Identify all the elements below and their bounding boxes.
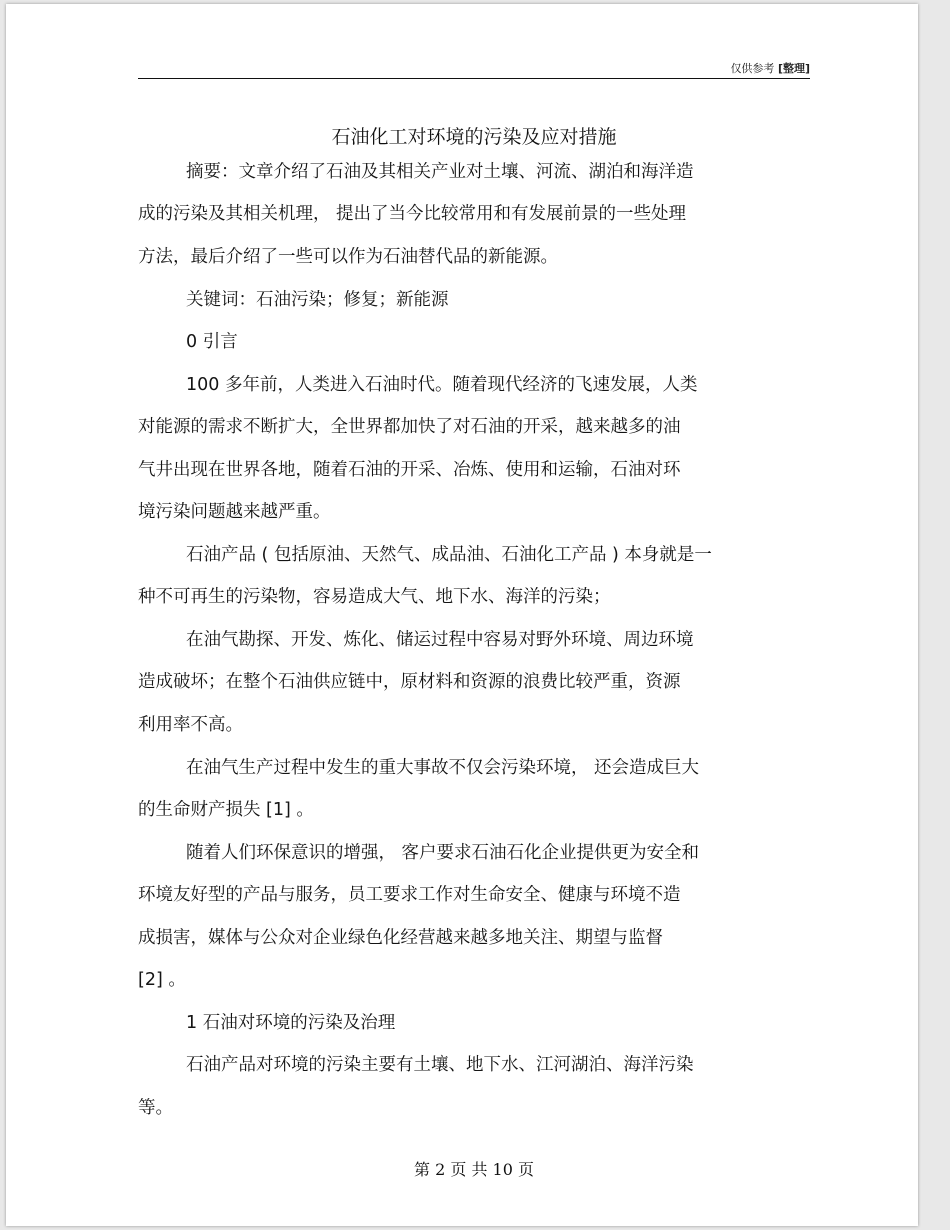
body-line: 方法，最后介绍了一些可以作为石油替代品的新能源。 bbox=[138, 247, 558, 267]
body-line: [2] 。 bbox=[138, 970, 186, 990]
body-line: 摘要：文章介绍了石油及其相关产业对土壤、河流、湖泊和海洋造 bbox=[186, 162, 694, 182]
header-text: 仅供参考 bbox=[730, 62, 775, 75]
body-line: 种不可再生的污染物，容易造成大气、地下水、海洋的污染； bbox=[138, 587, 611, 607]
body-line: 境污染问题越来越严重。 bbox=[138, 502, 331, 522]
page-footer: 第 2 页 共 10 页 bbox=[414, 1160, 534, 1179]
body-line: 等。 bbox=[138, 1098, 173, 1118]
body-line: 成损害，媒体与公众对企业绿色化经营越来越多地关注、期望与监督 bbox=[138, 928, 663, 948]
body-line: 关键词：石油污染；修复；新能源 bbox=[186, 290, 449, 310]
body-line: 石油产品 ( 包括原油、天然气、成品油、石油化工产品 ) 本身就是一 bbox=[186, 545, 712, 565]
section-heading: 1 石油对环境的污染及治理 bbox=[186, 1013, 396, 1033]
document-title: 石油化工对环境的污染及应对措施 bbox=[331, 126, 617, 148]
body-line: 100 多年前，人类进入石油时代。随着现代经济的飞速发展，人类 bbox=[186, 375, 698, 395]
body-line: 成的污染及其相关机理， 提出了当今比较常用和有发展前景的一些处理 bbox=[138, 204, 687, 224]
section-heading: 0 引言 bbox=[186, 332, 238, 352]
body-line: 的生命财产损失 [1] 。 bbox=[138, 800, 314, 820]
body-line: 随着人们环保意识的增强， 客户要求石油石化企业提供更为安全和 bbox=[186, 843, 700, 863]
body-line: 气井出现在世界各地，随着石油的开采、冶炼、使用和运输，石油对环 bbox=[138, 460, 681, 480]
body-line: 利用率不高。 bbox=[138, 715, 243, 735]
page-header bbox=[138, 60, 810, 76]
header-bracket: [整理] bbox=[777, 62, 810, 75]
document-page bbox=[6, 4, 918, 1226]
body-line: 在油气勘探、开发、炼化、储运过程中容易对野外环境、周边环境 bbox=[186, 630, 694, 650]
body-line: 造成破坏；在整个石油供应链中，原材料和资源的浪费比较严重，资源 bbox=[138, 672, 681, 692]
header-rule bbox=[138, 78, 810, 79]
body-line: 石油产品对环境的污染主要有土壤、地下水、江河湖泊、海洋污染 bbox=[186, 1055, 694, 1075]
body-line: 在油气生产过程中发生的重大事故不仅会污染环境， 还会造成巨大 bbox=[186, 758, 700, 778]
body-line: 环境友好型的产品与服务，员工要求工作对生命安全、健康与环境不造 bbox=[138, 885, 681, 905]
body-line: 对能源的需求不断扩大，全世界都加快了对石油的开采，越来越多的油 bbox=[138, 417, 681, 437]
